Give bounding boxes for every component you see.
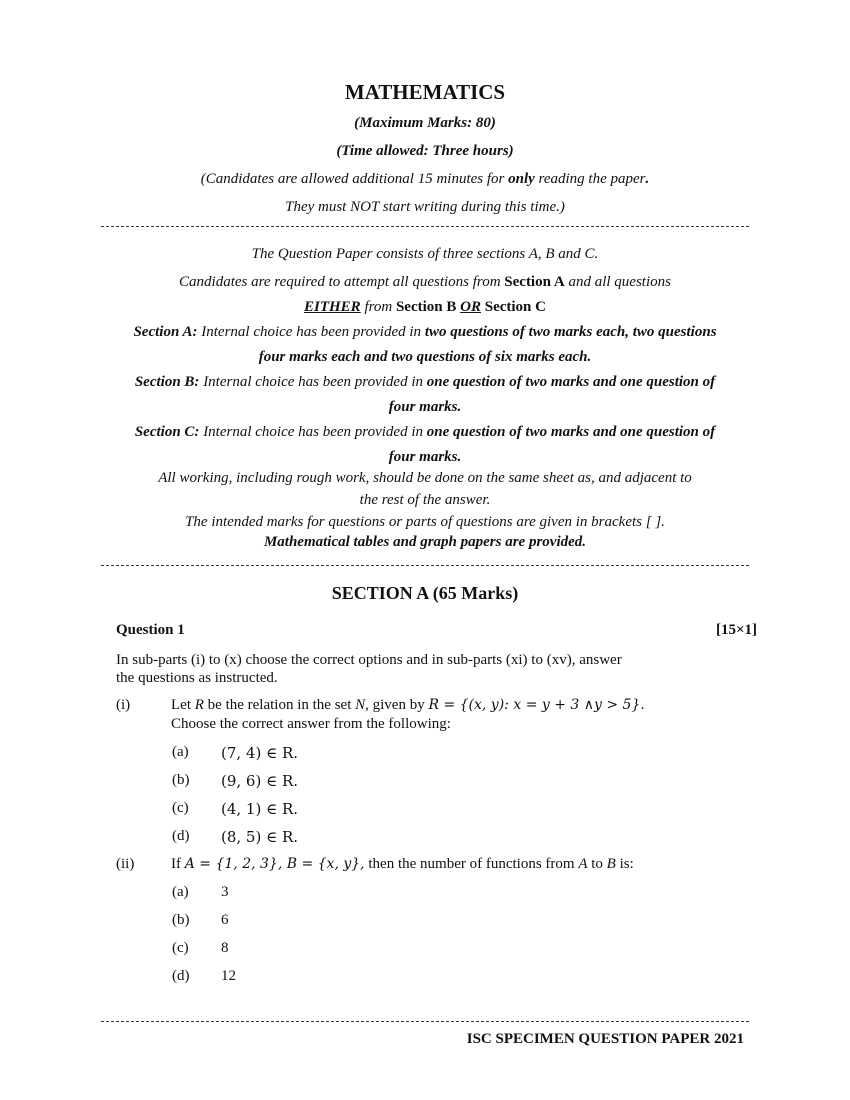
question-marks: [15×1] <box>716 622 758 638</box>
option-label: (c) <box>172 940 189 956</box>
section-c-choice-line1 <box>0 424 850 441</box>
option-value: (8, 5) ∈ R. <box>221 828 299 846</box>
var-r: R <box>194 697 204 713</box>
text: be the relation in the set <box>203 697 356 713</box>
emphasis-either: EITHER <box>304 299 361 315</box>
relation-formula: R = {(x, y): x = y + 3 ∧y > 5}. <box>428 697 645 713</box>
option-value: (4, 1) ∈ R. <box>221 800 299 818</box>
var-b: B <box>606 856 616 872</box>
section-a-heading: SECTION A (65 Marks) <box>331 583 519 603</box>
reading-time-note-line2: They must NOT start writing during this time.) <box>285 199 565 215</box>
text: two questions of two marks each, two questions <box>424 324 717 340</box>
divider-middle <box>101 565 749 566</box>
instruction-sections: The Question Paper consists of three sections A, B and C. <box>251 246 599 262</box>
text: is: <box>615 856 634 872</box>
part-i-text-line2: Choose the correct answer from the following: <box>171 716 451 732</box>
label: Section B: <box>134 374 200 390</box>
text: Internal choice has been provided in <box>197 324 425 340</box>
divider-footer <box>101 1021 749 1022</box>
text: one question of two marks and one question of <box>426 374 716 390</box>
option-value: (9, 6) ∈ R. <box>221 772 299 790</box>
text: Internal choice has been provided in <box>199 424 427 440</box>
working-note-line2: the rest of the answer. <box>359 492 491 508</box>
text: and all questions <box>564 274 671 290</box>
section-b-choice-line1 <box>0 374 850 391</box>
option-value: (7, 4) ∈ R. <box>221 744 299 762</box>
option-label: (a) <box>172 884 189 900</box>
var-n: N <box>355 697 366 713</box>
option-value: 12 <box>221 968 236 984</box>
text: Section C <box>480 299 546 315</box>
text: Section B <box>395 299 461 315</box>
maximum-marks: (Maximum Marks: 80) <box>354 115 496 131</box>
part-number: (ii) <box>116 856 135 872</box>
emphasis-only: only <box>508 171 535 187</box>
var-a: A <box>578 856 588 872</box>
option-label: (c) <box>172 800 189 816</box>
paper-title: MATHEMATICS <box>344 80 506 104</box>
reading-time-note-line1 <box>0 171 850 188</box>
question-intro-line1: In sub-parts (i) to (x) choose the correct options and in sub-parts (xi) to (xv), answer <box>116 652 622 668</box>
option-value: 6 <box>221 912 229 928</box>
emphasis-or: OR <box>460 299 481 315</box>
part-i-text-line1 <box>171 697 645 714</box>
option-value: 8 <box>221 940 229 956</box>
text: from <box>360 299 396 315</box>
section-b-choice-line2: four marks. <box>388 399 462 415</box>
text: Candidates are required to attempt all questions from <box>179 274 505 290</box>
text: then the number of functions from <box>364 856 579 872</box>
tables-note: Mathematical tables and graph papers are provided. <box>263 534 587 550</box>
text: Section A <box>504 274 565 290</box>
text: Internal choice has been provided in <box>199 374 427 390</box>
text: Let <box>171 697 195 713</box>
question-intro-line2: the questions as instructed. <box>116 670 278 686</box>
part-number: (i) <box>116 697 131 713</box>
time-allowed: (Time allowed: Three hours) <box>336 143 514 159</box>
section-c-choice-line2: four marks. <box>388 449 462 465</box>
section-a-choice-line2: four marks each and two questions of six marks each. <box>258 349 592 365</box>
instruction-attempt <box>0 274 850 291</box>
divider-top <box>101 226 749 227</box>
option-label: (d) <box>172 828 190 844</box>
option-label: (b) <box>172 912 190 928</box>
sets-formula: A = {1, 2, 3}, B = {x, y}, <box>184 856 365 872</box>
option-label: (a) <box>172 744 189 760</box>
label: Section A: <box>133 324 198 340</box>
footer-text: ISC SPECIMEN QUESTION PAPER 2021 <box>466 1031 744 1047</box>
option-label: (d) <box>172 968 190 984</box>
text: , given by <box>365 697 429 713</box>
text: (Candidates are allowed additional 15 minutes for <box>200 171 509 187</box>
section-a-choice-line1 <box>0 324 850 341</box>
text: If <box>171 856 185 872</box>
instruction-either-or <box>0 299 850 316</box>
part-ii-text <box>171 856 634 873</box>
text: reading the paper <box>534 171 646 187</box>
working-note-line1: All working, including rough work, should be done on the same sheet as, and adjacent to <box>158 470 692 486</box>
question-label: Question 1 <box>116 622 185 638</box>
text: one question of two marks and one question of <box>426 424 716 440</box>
option-value: 3 <box>221 884 229 900</box>
text: . <box>645 171 650 187</box>
option-label: (b) <box>172 772 190 788</box>
marks-note: The intended marks for questions or parts of questions are given in brackets [ ]. <box>185 514 665 530</box>
label: Section C: <box>134 424 200 440</box>
text: to <box>587 856 607 872</box>
